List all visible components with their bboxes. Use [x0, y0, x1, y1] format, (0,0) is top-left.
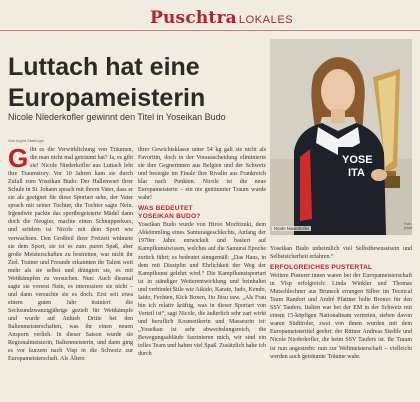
drop-cap: G	[8, 146, 29, 173]
section-heading-pustertal-wrap	[270, 264, 412, 272]
section-heading-line-2: YOSEIKAN BUDO?	[138, 213, 201, 221]
article-byline: Von Ingrid Stabinger	[8, 138, 45, 143]
article-headline	[8, 52, 268, 114]
athlete-photo	[270, 39, 412, 235]
masthead	[150, 8, 293, 30]
jacket-text-2: ITA	[348, 167, 365, 179]
section-heading-yoseikan	[138, 205, 266, 221]
column-3-body: Weitere Pusterer:innen waren bei der Europameisterschaft in Visp erfolgreich: Linda Winkler und Thomas Mutschlechner aus Bruneck errangen Silber im Tecnical Team Randori und André Pfattner holte Bronze für den SSV Taufers. Italien war bei der EM in der Schweiz mit einem 15-köpfigen Nationalteam vertreten, sieben davon waren Südtiroler, zwei von ihnen wurden mit dem Europameistertitel geehrt: der Rittner Andreas Stedile und Nicole Niederkofler, die beim SSV Taufers ist. Ihr Traum ist nun angestrebt: nun zur Weltmeisterschaft – vielleicht werden auch geträumte Träume wahr.	[270, 273, 412, 360]
jacket-text-1: YOSE	[342, 154, 373, 166]
section-heading-pustertal: ERFOLGREICHES PUSTERTAL	[270, 264, 373, 272]
article-column-3	[270, 245, 412, 398]
section-heading-line-1: WAS BEDEUTET	[138, 205, 193, 213]
athlete-photo-illustration	[270, 39, 412, 235]
headline-line-2: Europameisterin	[8, 84, 206, 112]
column-1-text: ibt es die Verwirklichung von Träumen, die man nicht mal geträumt hat? Ja, es gibt sie! Nicole Niederkofler aus Luttach lebt ihre Traumstory. Vor 10 Jahren kam sie durch Zufall zum Yoseikan Budo: Der Hallenwart ihrer Schule in St. Johann sprach mit ihrem Vater, dass er sie als geeignet für diese Sportart sehe, der Vater sprach mit seiner Tochter, die Tochter sagte Nein. Irgendwie packte das sportbegeisterte Mädel dann doch die Neugier, machte einen Schnupperkurs, und seitdem ist Nicole mit dem Sport wie verwachsen. Den Großteil ihrer Freizeit widmete sie dem Sport, sie ist es zum puren Spaß, aber große Meisterschaften zu bestreiten, war nicht ihr Ziel. Trainer und Freunde erkannten ihr Talent weit mehr als sie selbst und drängten sie, es mit Wettkämpfen zu versuchen. Nun: Auch diesmal sagte sie vorerst Nein, es interessiere sie nicht – und dann versuchte sie es doch. Erst seit etwa einem guten Jahr trainiert die Sechsundzwanzigjährige gezielt für Wettkämpfe und wurde auf Anhieb Dritte bei den Italienmeisterschaften, was ihr einen neuen Ansporn verlieh. In dieser Saison wurde sie Regionalmeisterin, Italienmeisterin, und dann ging es vor kurzem nach Visp in die Schweiz zur Europameisterschaft. Als Ältere	[8, 147, 133, 363]
column-2-intro: ihrer Gewichtsklasse unter 54 kg galt sie nicht als Favoritin, doch in der Vorausscheidung eliminierte sie ihre Gegnerinnen aus Belgien und der Schweiz und besiegte im Finale ihre Rivalin aus Frankreich klar nach Punkten. Nicole ist die neue Europameisterin – ein nie geträumter Traum wurde wahr!	[138, 147, 266, 202]
column-2-body: Yoseikan Budo wurde von Hiroo Mochizuki, dem Abkömmling eines Samuraigeschlechts, Anfang der 1970er Jahre entwickelt und basiert auf Kampfkunstwissen, welches auf die Samurai Epoche zurück führt; es bedeutet sinngemäß: „Das Haus, in dem mit Disziplin und Ehrlichkeit der Weg der Kampfkunst gelehrt wird.“ Die Kampfkunstsportart ist in ständiger Weiterentwicklung und beinhaltet und verbindet Stile wie Aikido, Karate, Judo, Kendo, Iaido, Fechten, Kick Boxen, Jiu Jitsu usw. „Als Frau bin ich relativ kräftig, was in dieser Sportart von Vorteil ist“, sagt Nicole, die äußerlich sehr zart wirkt und beruflich Kosmetikerin und Masseurin ist: „Yoseikan ist sehr abwechslungsreich, die Bewegungsabläufe faszinieren mich, wir sind ein tolles Team und haben viel Spaß. Zusätzlich habe ich durch	[138, 222, 266, 358]
headline-line-1: Luttach hat eine	[8, 53, 200, 81]
article-column-1	[8, 146, 133, 398]
article-subtitle: Nicole Niederkofler gewinnt den Titel in Yoseikan Budo	[8, 112, 226, 122]
article-column-2	[138, 146, 266, 398]
photo-caption: Nicole Niederkofler	[274, 226, 310, 231]
column-3-intro: Yoseikan Budo unheimlich viel Selbstbewusstsein und Selbstsicherheit erfahren.“	[270, 246, 412, 261]
masthead-brand: Puschtra	[150, 8, 237, 28]
masthead-rule	[0, 30, 420, 31]
masthead-section: LOKALES	[238, 14, 294, 26]
photo-credit: Foto: privat	[404, 222, 413, 230]
